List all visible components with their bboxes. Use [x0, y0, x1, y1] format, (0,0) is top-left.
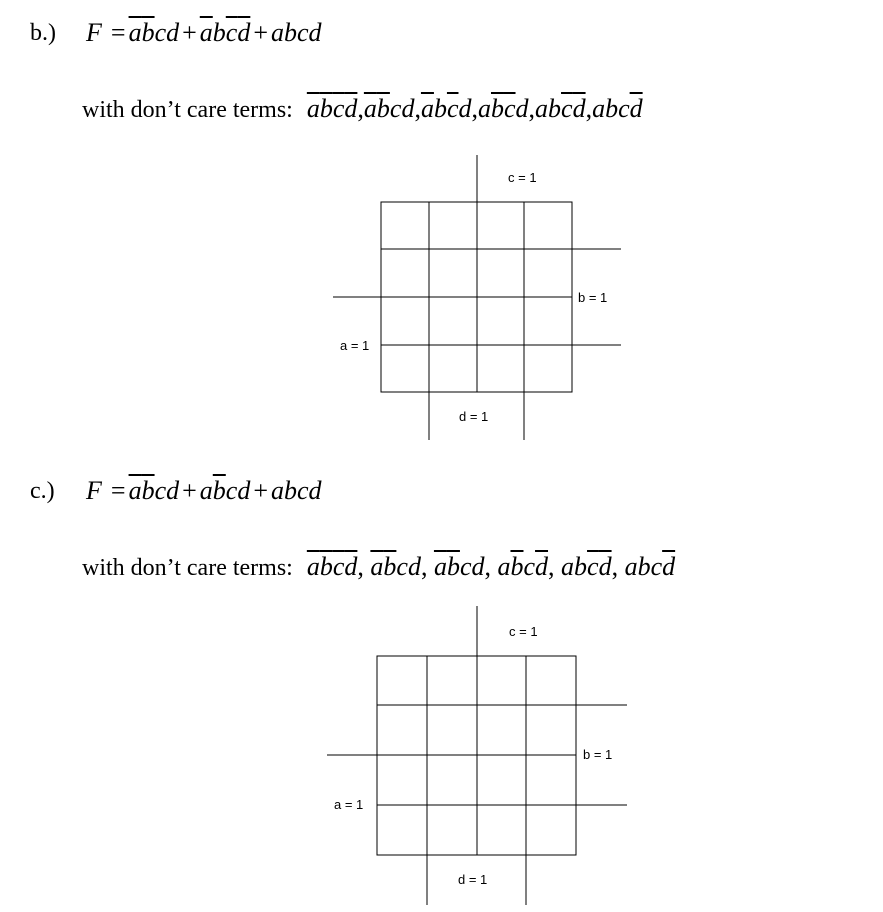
variable-a: a: [477, 94, 491, 123]
variable-b-complement: $\overline{b}$: [376, 94, 390, 123]
variable-a: a: [561, 552, 575, 581]
variable-c-complement: $\overline{c}$: [587, 552, 599, 581]
variable-b-complement: $\overline{b}$: [319, 94, 333, 123]
variable-c: c: [297, 18, 309, 47]
variable-d-complement: $\overline{d}$: [344, 552, 358, 581]
variable-a: a: [535, 94, 549, 123]
kmap-c-b-label: b = 1: [583, 747, 613, 762]
kmap-c-c-label: c = 1: [509, 624, 538, 639]
variable-a-complement: $\overline{a}$: [420, 94, 434, 123]
term-separator: ,: [420, 552, 434, 581]
variable-a: a: [271, 18, 284, 47]
variable-c: c: [297, 476, 309, 505]
variable-c: c: [389, 94, 402, 123]
kmap-b-c-label: c = 1: [508, 170, 537, 185]
variable-c: c: [154, 18, 167, 47]
variable-b: b: [605, 94, 619, 123]
variable-d-complement: $\overline{d}$: [572, 94, 586, 123]
variable-b: b: [284, 18, 297, 47]
variable-c: c: [459, 552, 472, 581]
variable-c-complement: $\overline{c}$: [332, 94, 345, 123]
variable-d: d: [308, 18, 322, 47]
variable-d-complement: $\overline{d}$: [598, 552, 612, 581]
variable-a: a: [199, 476, 213, 505]
plus-sign: +: [253, 476, 268, 505]
kmap-c-a-label: a = 1: [334, 797, 364, 812]
variable-b-complement: $\overline{b}$: [141, 18, 155, 47]
variable-a: a: [624, 552, 638, 581]
variable-b-complement: $\overline{b}$: [490, 94, 504, 123]
variable-c: c: [618, 94, 630, 123]
variable-d: d: [308, 476, 322, 505]
variable-a: a: [497, 552, 511, 581]
variable-a-complement: $\overline{a}$: [306, 94, 320, 123]
kmap-b-d-label: d = 1: [459, 409, 489, 424]
variable-c-complement: $\overline{c}$: [332, 552, 345, 581]
variable-d: d: [515, 94, 529, 123]
variable-a-complement: $\overline{a}$: [199, 18, 213, 47]
variable-d: d: [166, 476, 180, 505]
kmap-b-b-label: b = 1: [578, 290, 608, 305]
variable-c-complement: $\overline{c}$: [446, 94, 459, 123]
variable-a-complement: $\overline{a}$: [128, 476, 142, 505]
term-separator: ,: [548, 552, 562, 581]
variable-b-complement: $\overline{b}$: [319, 552, 333, 581]
variable-d: d: [471, 552, 485, 581]
term-separator: ,: [471, 94, 478, 123]
kmap-b-a-label: a = 1: [340, 338, 370, 353]
plus-sign: +: [182, 476, 197, 505]
variable-c-complement: $\overline{c}$: [225, 18, 238, 47]
variable-b-complement: $\overline{b}$: [510, 552, 524, 581]
variable-d: d: [458, 94, 472, 123]
variable-c: c: [154, 476, 167, 505]
variable-a-complement: $\overline{a}$: [363, 94, 377, 123]
variable-b-complement: $\overline{b}$: [141, 476, 155, 505]
variable-a-complement: $\overline{a}$: [128, 18, 142, 47]
variable-b-complement: $\overline{b}$: [383, 552, 397, 581]
term-separator: ,: [484, 552, 498, 581]
variable-b-complement: $\overline{b}$: [212, 476, 226, 505]
variable-d: d: [237, 476, 251, 505]
function-name: F: [86, 476, 102, 505]
variable-c-complement: $\overline{c}$: [503, 94, 516, 123]
variable-b: b: [284, 476, 297, 505]
term-separator: ,: [611, 552, 625, 581]
variable-b: b: [212, 18, 226, 47]
variable-a-complement: $\overline{a}$: [306, 552, 320, 581]
variable-a-complement: $\overline{a}$: [433, 552, 447, 581]
equals-sign: =: [110, 18, 126, 47]
part-b-label: b.): [30, 20, 56, 46]
plus-sign: +: [182, 18, 197, 47]
variable-a: a: [592, 94, 606, 123]
variable-c: c: [650, 552, 663, 581]
variable-b: b: [637, 552, 651, 581]
kmap-c-d-label: d = 1: [458, 872, 488, 887]
variable-d: d: [166, 18, 180, 47]
term-separator: ,: [585, 94, 593, 123]
variable-b-complement: $\overline{b}$: [446, 552, 460, 581]
variable-c-complement: $\overline{c}$: [561, 94, 573, 123]
term-separator: ,: [357, 552, 371, 581]
term-separator: ,: [357, 94, 364, 123]
term-separator: ,: [528, 94, 536, 123]
variable-d-complement: $\overline{d}$: [535, 552, 549, 581]
variable-b: b: [548, 94, 562, 123]
dontcare-label: with don’t care terms:: [82, 555, 293, 581]
variable-d-complement: $\overline{d}$: [344, 94, 358, 123]
plus-sign: +: [253, 18, 268, 47]
variable-c: c: [225, 476, 238, 505]
variable-b: b: [574, 552, 588, 581]
variable-c: c: [396, 552, 408, 581]
variable-d-complement: $\overline{d}$: [237, 18, 251, 47]
variable-d-complement: $\overline{d}$: [629, 94, 643, 123]
variable-a-complement: $\overline{a}$: [370, 552, 384, 581]
variable-a: a: [271, 476, 284, 505]
variable-b: b: [433, 94, 447, 123]
equals-sign: =: [110, 476, 126, 505]
variable-d: d: [407, 552, 421, 581]
part-c-label: c.): [30, 478, 55, 504]
dontcare-label: with don’t care terms:: [82, 97, 293, 123]
function-name: F: [86, 18, 102, 47]
variable-c: c: [523, 552, 536, 581]
term-separator: ,: [414, 94, 421, 123]
variable-d: d: [401, 94, 415, 123]
variable-d-complement: $\overline{d}$: [662, 552, 676, 581]
